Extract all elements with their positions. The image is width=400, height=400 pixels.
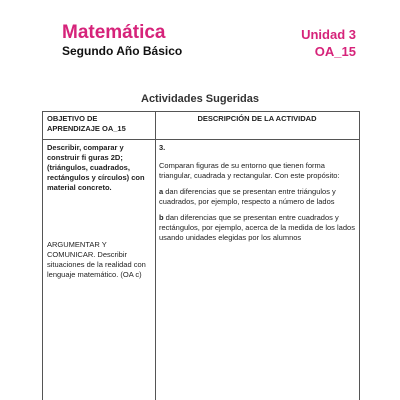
description-cell	[159, 143, 355, 249]
subject-title: Matemática	[62, 22, 166, 43]
activity-intro: Comparan figuras de su entorno que tienen forma triangular, cuadrada y rectangular. Con este propósito:	[159, 161, 340, 180]
objective-extra-text: . Describir situaciones de la realidad con lenguaje matemático. (OA c)	[47, 250, 146, 279]
item-b-letter: b	[159, 213, 164, 222]
grade-subtitle: Segundo Año Básico	[62, 44, 183, 58]
section-title: Actividades Sugeridas	[141, 93, 259, 105]
activity-item-a	[159, 187, 355, 207]
item-a-letter: a	[159, 187, 164, 196]
activity-item-b	[159, 213, 355, 243]
objective-text: Describir, comparar y construir fi guras 2D; (triángulos, cuadrados, rectángulos y círculos) con material concreto.	[47, 143, 145, 192]
activity-number: 3.	[159, 143, 166, 152]
description-column-header: DESCRIPCIÓN DE LA ACTIVIDAD	[197, 114, 317, 123]
objective-extra	[47, 240, 153, 280]
objective-cell	[47, 143, 153, 280]
activities-table	[42, 111, 360, 400]
item-a-text: dan diferencias que se presentan entre triángulos y cuadrados, por ejemplo, respecto a número de lados	[159, 187, 336, 206]
header-divider	[43, 139, 359, 140]
column-divider	[155, 112, 156, 400]
item-b-text: dan diferencias que se presentan entre cuadrados y rectángulos, por ejemplo, acerca de la medida de los lados usando unidades elegidas por los alumnos	[159, 213, 355, 242]
objective-extra-caps: ARGUMENTAR Y COMUNICAR	[47, 240, 107, 259]
objective-column-header: OBJETIVO DE APRENDIZAJE OA_15	[47, 114, 126, 133]
unit-label: Unidad 3	[301, 27, 356, 42]
oa-code: OA_15	[314, 44, 356, 59]
